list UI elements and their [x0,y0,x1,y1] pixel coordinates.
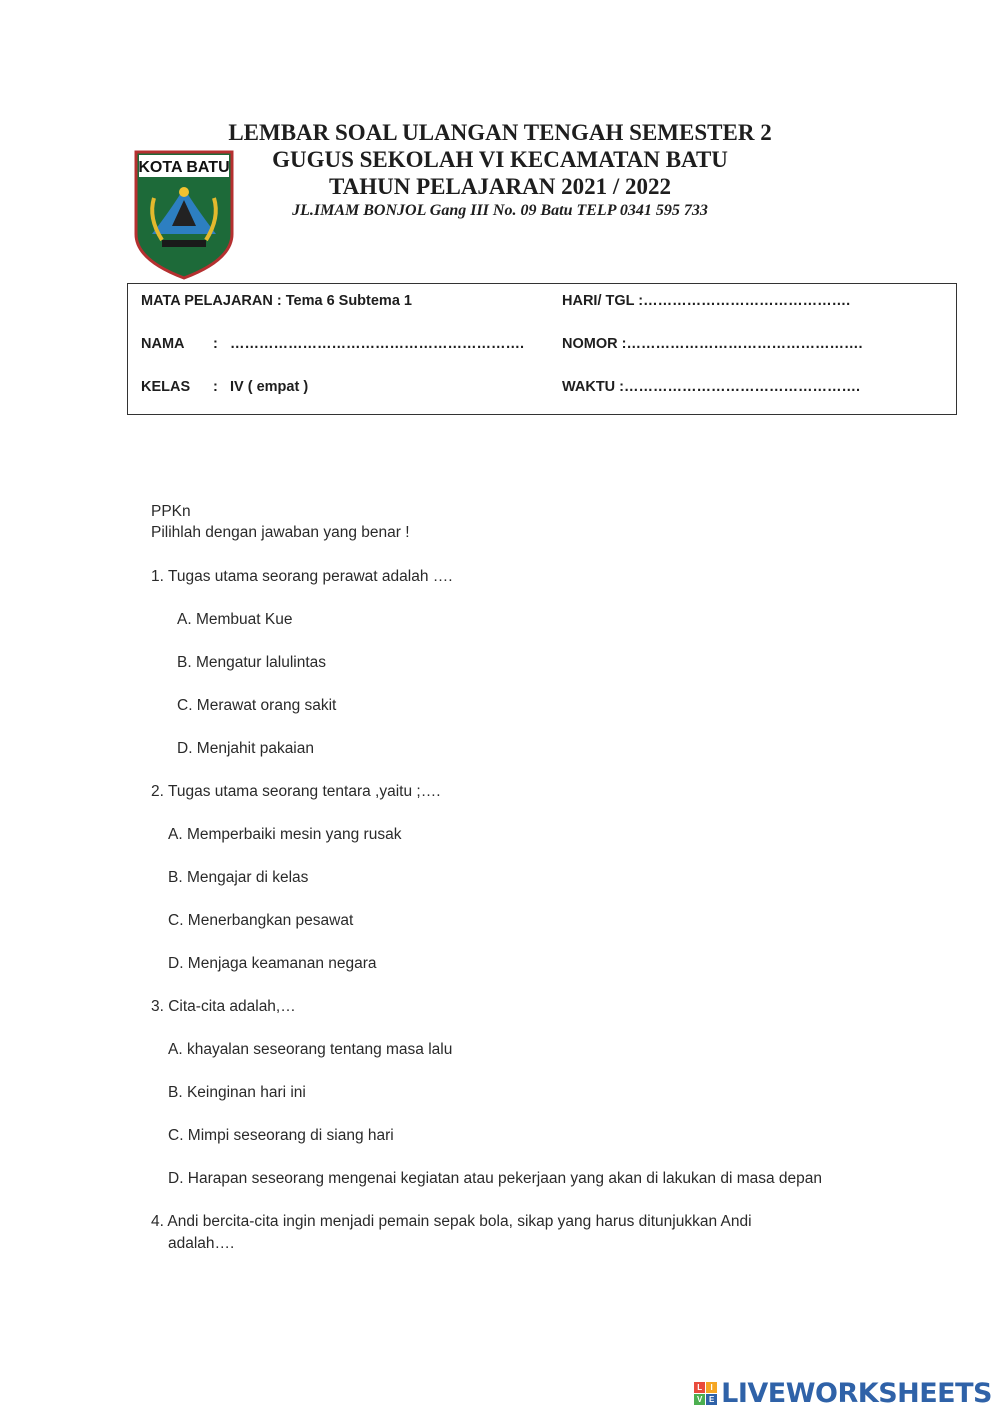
q2-option-d[interactable]: D. Menjaga keamanan negara [168,955,377,972]
svg-text:KOTA BATU: KOTA BATU [138,159,230,176]
subject-value: Tema 6 Subtema 1 [285,293,412,309]
number-value[interactable]: …………………………………………. [626,336,863,352]
number-label: NOMOR : [562,336,627,352]
subject-field [141,293,412,309]
name-separator: : [213,336,218,352]
liveworksheets-watermark [694,1376,992,1410]
q1-option-d[interactable]: D. Menjahit pakaian [177,740,314,757]
header-title-line-1: LEMBAR SOAL ULANGAN TENGAH SEMESTER 2 [228,120,772,145]
liveworksheets-wordmark: LIVEWORKSHEETS [721,1377,992,1409]
time-field [562,379,860,395]
name-field [141,336,524,352]
q3-option-a[interactable]: A. khayalan seseorang tentang masa lalu [168,1041,453,1058]
section-instruction: Pilihlah dengan jawaban yang benar ! [151,524,410,541]
question-4-line-2: adalah…. [168,1235,235,1252]
question-2: 2. Tugas utama seorang tentara ,yaitu ;…. [151,783,441,800]
class-value: IV ( empat ) [230,379,309,395]
question-4-line-1: 4. Andi bercita-cita ingin menjadi pemain sepak bola, sikap yang harus ditunjukkan Andi [151,1213,752,1230]
q3-option-c[interactable]: C. Mimpi seseorang di siang hari [168,1127,394,1144]
q2-option-c[interactable]: C. Menerbangkan pesawat [168,912,354,929]
question-1: 1. Tugas utama seorang perawat adalah …. [151,568,453,585]
date-label: HARI/ TGL : [562,293,644,309]
time-value[interactable]: …………………………………………. [624,379,861,395]
date-value[interactable]: ……………………………………. [643,293,851,309]
header-address: JL.IMAM BONJOL Gang III No. 09 Batu TELP 0341 595 733 [292,202,708,219]
q2-option-b[interactable]: B. Mengajar di kelas [168,869,309,886]
q1-option-a[interactable]: A. Membuat Kue [177,611,293,628]
number-field [562,336,862,352]
class-label: KELAS [141,379,191,395]
question-3: 3. Cita-cita adalah,… [151,998,296,1015]
class-separator: : [213,379,218,395]
q2-option-a[interactable]: A. Memperbaiki mesin yang rusak [168,826,402,843]
student-info-box [127,283,957,415]
subject-label: MATA PELAJARAN : [141,293,282,309]
header-title-line-3: TAHUN PELAJARAN 2021 / 2022 [328,174,672,199]
section-subject: PPKn [151,503,191,520]
q1-option-b[interactable]: B. Mengatur lalulintas [177,654,327,671]
header-title-line-2: GUGUS SEKOLAH VI KECAMATAN BATU [272,147,728,172]
name-label: NAMA [141,336,185,352]
q3-option-b[interactable]: B. Keinginan hari ini [168,1084,306,1101]
liveworksheets-badge-icon: L I V E [694,1382,717,1405]
q1-option-c[interactable]: C. Merawat orang sakit [177,697,337,714]
name-value[interactable]: ……………………………………………………. [230,336,525,352]
date-field [562,293,850,309]
time-label: WAKTU : [562,379,625,395]
q3-option-d[interactable]: D. Harapan seseorang mengenai kegiatan atau pekerjaan yang akan di lakukan di masa depan [168,1170,823,1187]
class-field [141,379,308,395]
